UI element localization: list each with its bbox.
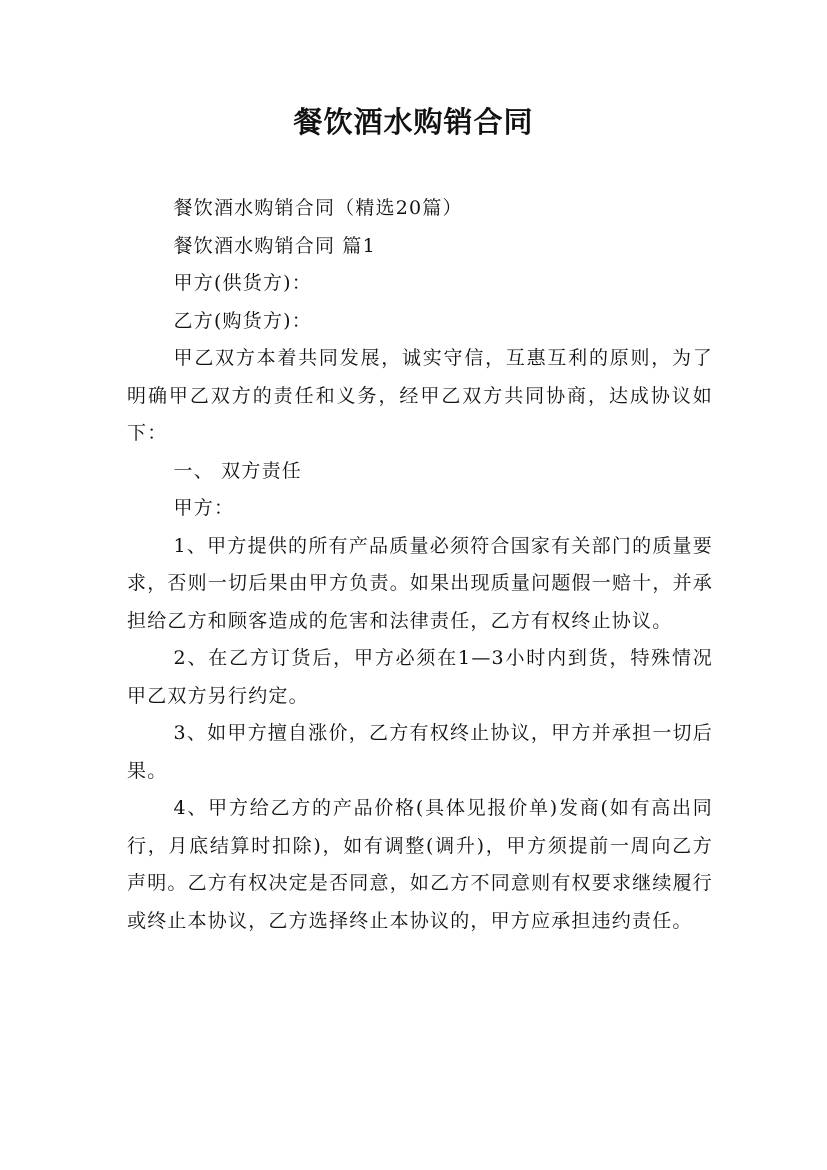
document-body <box>127 190 713 940</box>
paragraph-subtitle: 餐饮酒水购销合同（精选20篇） <box>173 197 463 219</box>
document-title: 餐饮酒水购销合同 <box>293 105 534 139</box>
paragraph-party-b: 乙方(购货方)： <box>173 309 312 332</box>
paragraph-item-3: 3、如甲方擅自涨价，乙方有权终止协议，甲方并承担一切后果。 <box>127 722 713 782</box>
paragraph-party-a-label: 甲方： <box>173 497 235 519</box>
paragraph-item-1: 1、甲方提供的所有产品质量必须符合国家有关部门的质量要求，否则一切后果由甲方负责。如果出现质量问题假一赔十，并承担给乙方和顾客造成的危害和法律责任，乙方有权终止协议。 <box>127 534 713 632</box>
paragraph-item-2: 2、在乙方订货后，甲方必须在1—3小时内到货，特殊情况甲乙双方另行约定。 <box>127 647 713 707</box>
paragraph-clause-heading: 一、 双方责任 <box>173 459 302 482</box>
paragraph-preamble: 甲乙双方本着共同发展，诚实守信，互惠互利的原则，为了明确甲乙双方的责任和义务，经甲乙双方共同协商，达成协议如下： <box>127 347 713 444</box>
paragraph-section-heading: 餐饮酒水购销合同 篇1 <box>173 234 376 257</box>
paragraph-party-a: 甲方(供货方)： <box>173 272 312 294</box>
paragraph-item-4: 4、甲方给乙方的产品价格(具体见报价单)发商(如有高出同行，月底结算时扣除)，如有调整(调升)，甲方须提前一周向乙方声明。乙方有权决定是否同意，如乙方不同意则有权要求继续履行或终止本协议，乙方选择终止本协议的，甲方应承担违约责任。 <box>127 797 713 932</box>
